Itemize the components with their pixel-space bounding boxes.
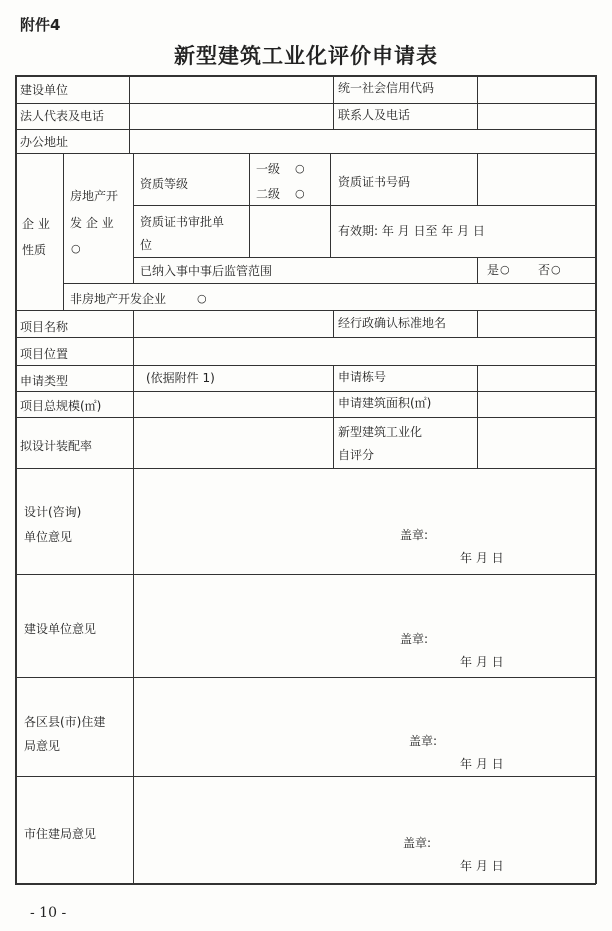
cert-number-label: 资质证书号码 bbox=[338, 175, 411, 189]
row-divider bbox=[15, 574, 596, 575]
project-location-label: 项目位置 bbox=[20, 347, 69, 361]
column-divider bbox=[133, 310, 134, 884]
total-scale-label: 项目总规模(㎡) bbox=[20, 399, 102, 413]
no-label: 否 bbox=[538, 263, 551, 277]
city-date-label: 年 月 日 bbox=[460, 859, 504, 873]
cert-approval-label: 位 bbox=[140, 238, 153, 252]
construction-opinion-label: 建设单位意见 bbox=[24, 622, 97, 636]
row-divider bbox=[15, 310, 596, 311]
construction-seal-label: 盖章: bbox=[400, 632, 429, 646]
row-divider bbox=[15, 153, 596, 154]
project-name-label: 项目名称 bbox=[20, 320, 69, 334]
application-type-label: 申请类型 bbox=[20, 374, 69, 388]
self-score-label: 自评分 bbox=[338, 448, 375, 462]
contact-label: 联系人及电话 bbox=[338, 108, 411, 122]
non-real-estate-radio[interactable]: ○ bbox=[197, 292, 207, 305]
per-attachment-note: (依据附件 1) bbox=[146, 371, 215, 385]
table-border bbox=[15, 883, 596, 885]
legal-rep-label: 法人代表及电话 bbox=[20, 109, 105, 123]
enterprise-nature-label: 性质 bbox=[22, 243, 47, 257]
column-divider bbox=[133, 153, 134, 284]
column-divider bbox=[477, 365, 478, 469]
yes-radio[interactable]: ○ bbox=[500, 263, 510, 276]
column-divider bbox=[333, 310, 334, 338]
row-divider bbox=[63, 283, 596, 284]
credit-code-label: 统一社会信用代码 bbox=[338, 81, 435, 95]
form-title: 新型建筑工业化评价申请表 bbox=[174, 43, 438, 68]
column-divider bbox=[129, 129, 130, 154]
page-number: - 10 - bbox=[30, 905, 67, 921]
row-divider bbox=[133, 257, 596, 258]
column-divider bbox=[63, 153, 64, 311]
construction-unit-label: 建设单位 bbox=[20, 83, 69, 97]
design-opinion-label: 单位意见 bbox=[24, 530, 73, 544]
table-border bbox=[15, 75, 596, 77]
row-divider bbox=[15, 417, 596, 418]
row-divider bbox=[15, 103, 596, 104]
qualification-level-label: 资质等级 bbox=[140, 177, 189, 191]
column-divider bbox=[129, 75, 130, 130]
real-estate-label: 发 企 业 bbox=[70, 216, 114, 230]
column-divider bbox=[477, 257, 478, 284]
row-divider bbox=[15, 391, 596, 392]
column-divider bbox=[333, 75, 334, 130]
no-radio[interactable]: ○ bbox=[551, 263, 561, 276]
self-score-label: 新型建筑工业化 bbox=[338, 425, 423, 439]
non-real-estate-label: 非房地产开发企业 bbox=[70, 292, 167, 306]
level-two-radio[interactable]: ○ bbox=[295, 187, 305, 200]
district-opinion-label: 各区县(市)住建 bbox=[24, 715, 106, 729]
column-divider bbox=[249, 153, 250, 258]
row-divider bbox=[15, 129, 596, 130]
row-divider bbox=[15, 337, 596, 338]
column-divider bbox=[477, 310, 478, 338]
assembly-rate-label: 拟设计装配率 bbox=[20, 439, 93, 453]
building-number-label: 申请栋号 bbox=[338, 370, 387, 384]
district-opinion-label: 局意见 bbox=[24, 739, 61, 753]
design-date-label: 年 月 日 bbox=[460, 551, 504, 565]
level-one-label: 一级 bbox=[256, 162, 281, 176]
row-divider bbox=[15, 776, 596, 777]
real-estate-label: 房地产开 bbox=[70, 189, 119, 203]
table-border bbox=[595, 75, 597, 884]
city-seal-label: 盖章: bbox=[403, 836, 432, 850]
real-estate-radio[interactable]: ○ bbox=[71, 242, 81, 255]
district-seal-label: 盖章: bbox=[409, 734, 438, 748]
column-divider bbox=[477, 153, 478, 206]
construction-date-label: 年 月 日 bbox=[460, 655, 504, 669]
supervision-label: 已纳入事中事后监管范围 bbox=[140, 264, 273, 278]
yes-label: 是 bbox=[487, 263, 500, 277]
row-divider bbox=[15, 365, 596, 366]
design-opinion-label: 设计(咨询) bbox=[24, 505, 82, 519]
level-two-label: 二级 bbox=[256, 187, 281, 201]
enterprise-nature-label: 企 业 bbox=[22, 217, 50, 231]
row-divider bbox=[15, 468, 596, 469]
design-seal-label: 盖章: bbox=[400, 528, 429, 542]
column-divider bbox=[477, 75, 478, 130]
validity-period-label: 有效期: 年 月 日至 年 月 日 bbox=[338, 224, 485, 238]
cert-approval-label: 资质证书审批单 bbox=[140, 215, 225, 229]
city-opinion-label: 市住建局意见 bbox=[24, 827, 97, 841]
column-divider bbox=[333, 365, 334, 469]
row-divider bbox=[133, 205, 596, 206]
level-one-radio[interactable]: ○ bbox=[295, 162, 305, 175]
column-divider bbox=[330, 153, 331, 258]
standard-address-label: 经行政确认标准地名 bbox=[338, 316, 447, 330]
district-date-label: 年 月 日 bbox=[460, 757, 504, 771]
office-address-label: 办公地址 bbox=[20, 135, 69, 149]
applied-area-label: 申请建筑面积(㎡) bbox=[338, 396, 432, 410]
table-border bbox=[15, 75, 17, 884]
attachment-label: 附件4 bbox=[20, 16, 61, 34]
row-divider bbox=[15, 677, 596, 678]
